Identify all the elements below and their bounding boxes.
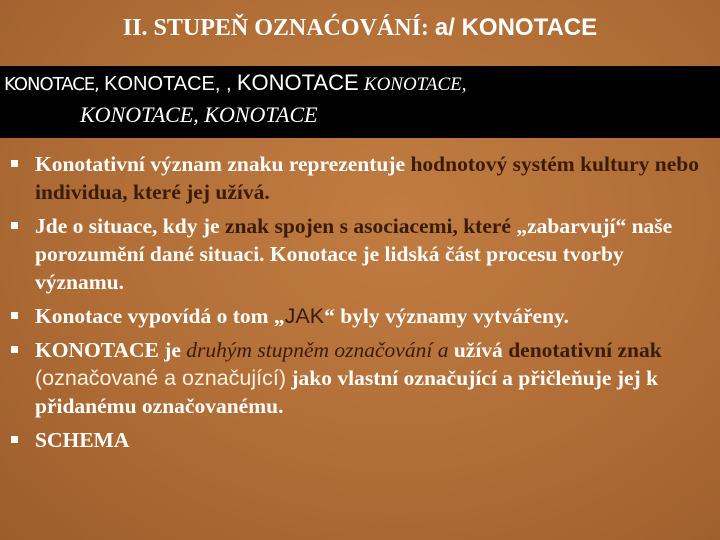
bullet-item-2	[0, 212, 712, 296]
bullet-4-text-f: jako vlastní označující a přičleňuje jej k přidanému označovanému.	[35, 366, 659, 418]
konotace-banner	[0, 66, 720, 138]
bullet-2-text-b: znak spojen s asociacemi, které	[224, 214, 511, 238]
bullet-3-text-a: Konotace vypovídá o tom „	[35, 304, 285, 328]
bullet-2-text-c: „zabarvují“ naše porozumění dané situaci. Konotace je lidská část procesu tvorby významu.	[35, 214, 673, 294]
bullet-3-text-b: JAK	[284, 304, 325, 328]
bullet-5-text-a: SCHEMA	[35, 428, 130, 452]
bullet-list	[0, 150, 712, 454]
square-bullet-icon	[11, 346, 18, 353]
square-bullet-icon	[11, 160, 18, 167]
banner-word-4: KONOTACE,	[363, 74, 467, 95]
bullet-item-4	[0, 336, 712, 420]
bullet-4-text-a: KONOTACE je	[35, 338, 187, 362]
bullet-1-text-b: hodnotový systém kultury nebo individua, které jej užívá.	[35, 152, 699, 204]
banner-line-1	[4, 70, 466, 96]
title-part-sans: a/ KONOTACE	[434, 14, 598, 41]
banner-word-1: KONOTACE,	[4, 74, 99, 95]
bullet-3-text-c: “ byly významy vytvářeny.	[324, 304, 569, 328]
square-bullet-icon	[11, 312, 18, 319]
square-bullet-icon	[11, 222, 18, 229]
bullet-4-text-c: užívá	[448, 338, 509, 362]
bullet-1-text-a: Konotativní význam znaku reprezentuje	[35, 152, 411, 176]
banner-word-3: KONOTACE	[236, 70, 359, 95]
bullet-item-5	[0, 426, 712, 454]
bullet-2-text-a: Jde o situace, kdy je	[35, 214, 225, 238]
slide-title	[0, 14, 720, 42]
banner-word-2: KONOTACE, ,	[104, 73, 232, 95]
bullet-4-text-b: druhým stupněm označování a	[186, 338, 449, 362]
bullet-4-text-d: denotativní znak	[508, 338, 662, 362]
bullet-item-3	[0, 302, 712, 330]
bullet-4-text-e: (označované a označující)	[35, 366, 286, 390]
square-bullet-icon	[11, 436, 18, 443]
title-part-roman: II. STUPEŇ OZNAĆOVÁNÍ:	[122, 15, 435, 41]
banner-line-2: KONOTACE, KONOTACE	[80, 102, 318, 127]
bullet-item-1	[0, 150, 712, 206]
